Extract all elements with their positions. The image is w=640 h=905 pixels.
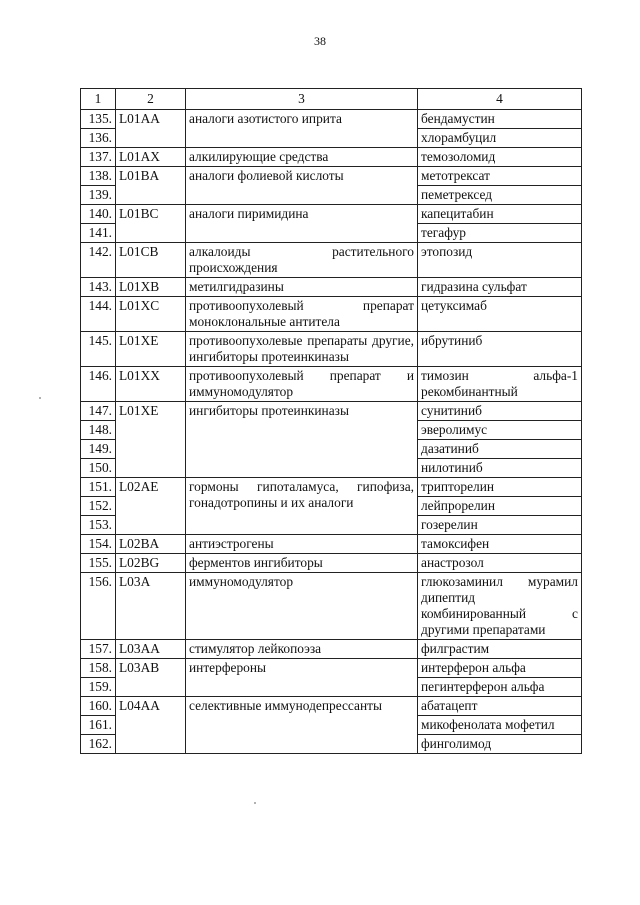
drug-name: глюкозаминил мурамил дипептид комбинированный с другими препаратами [418,573,582,640]
drug-name: трипторелин [418,478,582,497]
row-number: 137. [81,148,116,167]
drug-name: лейпрорелин [418,497,582,516]
table-row [81,148,582,167]
drug-name: нилотиниб [418,459,582,478]
row-number: 154. [81,535,116,554]
row-number: 140. [81,205,116,224]
table-row [81,697,582,716]
drug-name: пеметрексед [418,186,582,205]
table-row [81,297,582,332]
atc-code: L01BA [116,167,186,205]
atc-code: L01XE [116,402,186,478]
pharmacological-group: противоопухолевый препарат и иммуномодулятор [186,367,418,402]
drug-name: дазатиниб [418,440,582,459]
atc-code: L01XX [116,367,186,402]
drug-name: эверолимус [418,421,582,440]
row-number: 143. [81,278,116,297]
drug-name: цетуксимаб [418,297,582,332]
row-number: 151. [81,478,116,497]
row-number: 155. [81,554,116,573]
drug-name: пегинтерферон альфа [418,678,582,697]
drug-name: гозерелин [418,516,582,535]
pharmacological-group: аналоги фолиевой кислоты [186,167,418,205]
row-number: 141. [81,224,116,243]
pharmacological-group: иммуномодулятор [186,573,418,640]
table-row [81,402,582,421]
table-row [81,205,582,224]
atc-code: L01BC [116,205,186,243]
row-number: 150. [81,459,116,478]
atc-code: L01XE [116,332,186,367]
drug-table [80,88,582,754]
pharmacological-group: интерфероны [186,659,418,697]
pharmacological-group: антиэстрогены [186,535,418,554]
drug-name: ибрутиниб [418,332,582,367]
table-row [81,573,582,640]
table-row [81,332,582,367]
row-number: 142. [81,243,116,278]
pharmacological-group: аналоги пиримидина [186,205,418,243]
atc-code: L01XB [116,278,186,297]
row-number: 161. [81,716,116,735]
scan-speck [39,397,41,399]
drug-name: гидразина сульфат [418,278,582,297]
header-col-1: 1 [81,89,116,110]
row-number: 135. [81,110,116,129]
row-number: 148. [81,421,116,440]
drug-name: интерферон альфа [418,659,582,678]
drug-name: тамоксифен [418,535,582,554]
row-number: 156. [81,573,116,640]
atc-code: L01CB [116,243,186,278]
pharmacological-group: гормоны гипоталамуса, гипофиза, гонадотропины и их аналоги [186,478,418,535]
table-row [81,110,582,129]
table-row [81,167,582,186]
drug-name: хлорамбуцил [418,129,582,148]
pharmacological-group: алкалоиды растительного происхождения [186,243,418,278]
row-number: 147. [81,402,116,421]
row-number: 149. [81,440,116,459]
drug-name: абатацепт [418,697,582,716]
drug-name: тимозин альфа-1 рекомбинантный [418,367,582,402]
drug-name: тегафур [418,224,582,243]
pharmacological-group: ферментов ингибиторы [186,554,418,573]
atc-code: L02AE [116,478,186,535]
atc-code: L02BA [116,535,186,554]
atc-code: L01XC [116,297,186,332]
pharmacological-group: противоопухолевый препарат моноклональные антитела [186,297,418,332]
drug-name: темозоломид [418,148,582,167]
pharmacological-group: селективные иммунодепрессанты [186,697,418,754]
row-number: 162. [81,735,116,754]
atc-code: L03A [116,573,186,640]
scan-speck [254,802,256,804]
pharmacological-group: алкилирующие средства [186,148,418,167]
row-number: 158. [81,659,116,678]
header-col-2: 2 [116,89,186,110]
drug-name: капецитабин [418,205,582,224]
drug-name: анастрозол [418,554,582,573]
page-number: 38 [314,34,326,48]
atc-code: L01AA [116,110,186,148]
atc-code: L01AX [116,148,186,167]
drug-name: финголимод [418,735,582,754]
drug-name: филграстим [418,640,582,659]
table-row [81,478,582,497]
row-number: 146. [81,367,116,402]
row-number: 139. [81,186,116,205]
pharmacological-group: стимулятор лейкопоэза [186,640,418,659]
row-number: 144. [81,297,116,332]
table-header-row [81,89,582,110]
pharmacological-group: аналоги азотистого иприта [186,110,418,148]
atc-code: L04AA [116,697,186,754]
row-number: 159. [81,678,116,697]
row-number: 153. [81,516,116,535]
atc-code: L03AA [116,640,186,659]
atc-code: L02BG [116,554,186,573]
pharmacological-group: ингибиторы протеинкиназы [186,402,418,478]
row-number: 145. [81,332,116,367]
table-row [81,640,582,659]
header-col-4: 4 [418,89,582,110]
drug-name: этопозид [418,243,582,278]
table-row [81,367,582,402]
table-row [81,278,582,297]
row-number: 160. [81,697,116,716]
table-row [81,535,582,554]
drug-name: бендамустин [418,110,582,129]
table-row [81,554,582,573]
atc-code: L03AB [116,659,186,697]
table-row [81,243,582,278]
table-row [81,659,582,678]
header-col-3: 3 [186,89,418,110]
drug-name: сунитиниб [418,402,582,421]
pharmacological-group: противоопухолевые препараты другие, ингибиторы протеинкиназы [186,332,418,367]
row-number: 157. [81,640,116,659]
pharmacological-group: метилгидразины [186,278,418,297]
row-number: 138. [81,167,116,186]
row-number: 152. [81,497,116,516]
drug-name: микофенолата мофетил [418,716,582,735]
row-number: 136. [81,129,116,148]
drug-name: метотрексат [418,167,582,186]
